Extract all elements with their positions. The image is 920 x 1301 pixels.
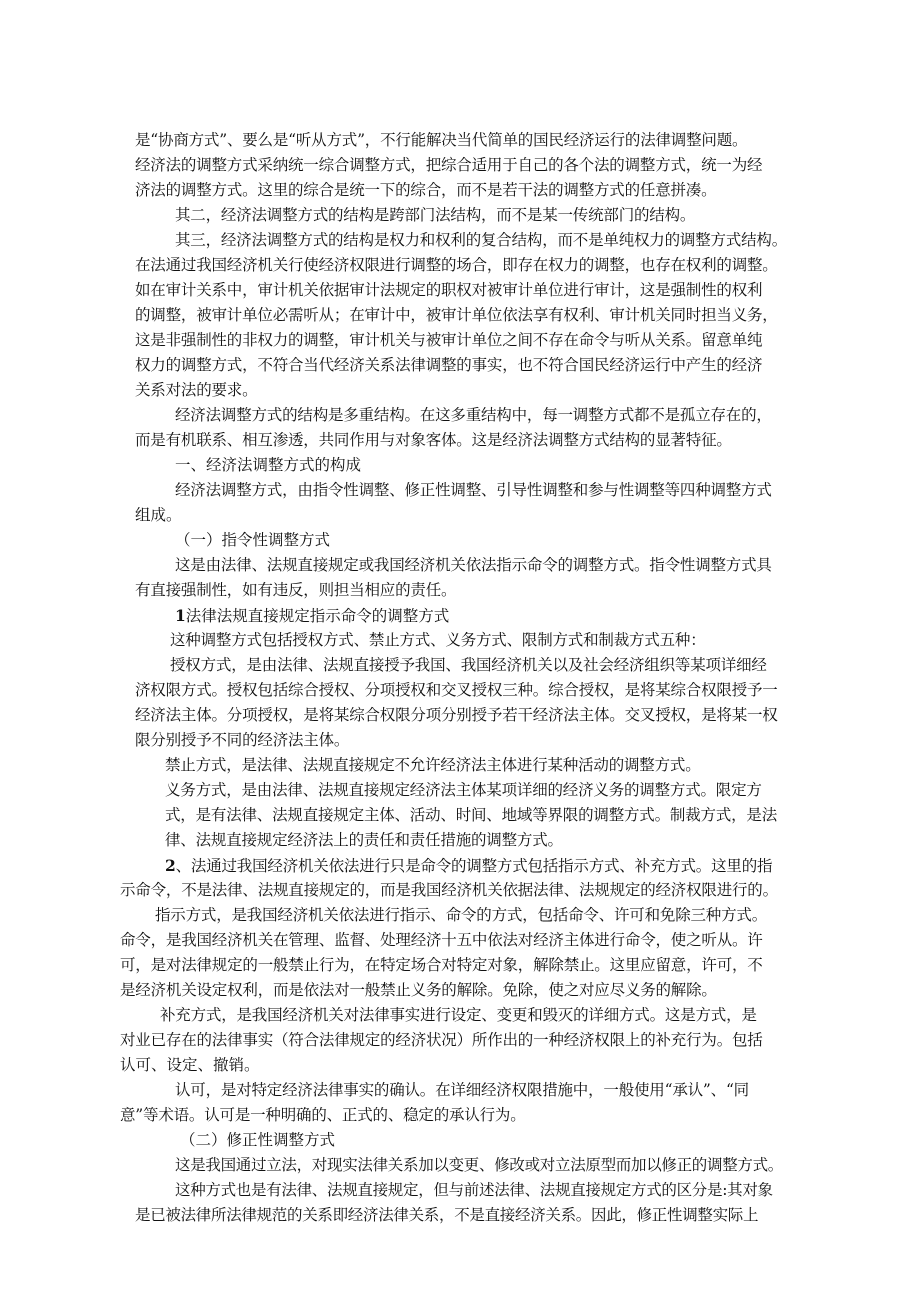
text-line: 禁止方式，是法律、法规直接规定不允许经济法主体进行某种活动的调整方式。	[165, 756, 701, 774]
item-heading	[175, 605, 449, 627]
text-line: 如在审计关系中，审计机关依据审计法规定的职权对被审计单位进行审计，这是强制性的权利	[135, 281, 763, 299]
text-line: 命令，是我国经济机关在管理、监督、处理经济十五中依法对经济主体进行命令，使之听从。许	[120, 931, 763, 949]
text-line: 示命令，不是法律、法规直接规定的，而是我国经济机关依据法律、法规规定的经济权限进行的。	[120, 881, 778, 899]
text-line: 这是由法律、法规直接规定或我国经济机关依法指示命令的调整方式。指令性调整方式具	[175, 556, 772, 574]
text-line: 认可、设定、撤销。	[120, 1056, 260, 1074]
text-line: 指示方式，是我国经济机关依法进行指示、命令的方式，包括命令、许可和免除三种方式。	[155, 906, 768, 924]
text-line: 式，是有法律、法规直接规定主体、活动、时间、地域等界限的调整方式。制裁方式，是法	[165, 806, 778, 824]
item-number: 1	[175, 606, 186, 625]
text-line: 关系对法的要求。	[135, 381, 258, 399]
text-line: 可，是对法律规定的一般禁止行为，在特定场合对特定对象，解除禁止。这里应留意，许可，不	[120, 956, 763, 974]
text-line: 是“协商方式”、要么是“听从方式”，不行能解决当代简单的国民经济运行的法律调整问题。	[135, 131, 748, 149]
subsection-heading: （二）修正性调整方式	[180, 1131, 336, 1149]
text-line: 律、法规直接规定经济法上的责任和责任措施的调整方式。	[165, 831, 563, 849]
text-line: 这种调整方式包括授权方式、禁止方式、义务方式、限制方式和制裁方式五种：	[170, 631, 706, 649]
text-line: 认可，是对特定经济法律事实的确认。在详细经济权限措施中，一般使用“承认”、“同	[175, 1081, 749, 1099]
item-heading-text: 、法通过我国经济机关依法进行只是命令的调整方式包括指示方式、补充方式。这里的指	[175, 857, 773, 875]
text-line: 权力的调整方式，不符合当代经济关系法律调整的事实，也不符合国民经济运行中产生的经济	[135, 356, 763, 374]
subsection-heading: （一）指令性调整方式	[175, 531, 331, 549]
text-line: 限分别授予不同的经济法主体。	[135, 731, 350, 749]
text-line: 这是非强制性的非权力的调整，审计机关与被审计单位之间不存在命令与听从关系。留意单纯	[135, 331, 763, 349]
text-line: 经济法的调整方式采纳统一综合调整方式，把综合适用于自己的各个法的调整方式，统一为经	[135, 156, 763, 174]
text-line: 而是有机联系、相互渗透，共同作用与对象客体。这是经济法调整方式结构的显著特征。	[135, 431, 732, 449]
text-line: 经济法调整方式，由指令性调整、修正性调整、引导性调整和参与性调整等四种调整方式	[175, 481, 772, 499]
text-line: 济法的调整方式。这里的综合是统一下的综合，而不是若干法的调整方式的任意拼凑。	[135, 181, 717, 199]
item-number: 2	[165, 856, 176, 875]
text-line: 有直接强制性，如有违反，则担当相应的责任。	[135, 581, 457, 599]
item-heading-text: 法律法规直接规定指示命令的调整方式	[185, 607, 450, 625]
text-line: 是已被法律所法律规范的关系即经济法律关系，不是直接经济关系。因此，修正性调整实际上	[135, 1206, 759, 1224]
item-heading	[165, 855, 772, 877]
text-line: 义务方式，是由法律、法规直接规定经济法主体某项详细的经济义务的调整方式。限定方	[165, 781, 762, 799]
text-line: 在法通过我国经济机关行使经济权限进行调整的场合，即存在权力的调整，也存在权利的调整。	[135, 256, 778, 274]
text-line: 是经济机关设定权利，而是依法对一般禁止义务的解除。免除，使之对应尽义务的解除。	[120, 981, 717, 999]
text-line: 补充方式，是我国经济机关对法律事实进行设定、变更和毁灭的详细方式。这是方式，是	[160, 1006, 757, 1024]
text-line: 经济法调整方式的结构是多重结构。在这多重结构中，每一调整方式都不是孤立存在的，	[175, 406, 772, 424]
text-line: 其二，经济法调整方式的结构是跨部门法结构，而不是某一传统部门的结构。	[175, 206, 696, 224]
text-line: 其三，经济法调整方式的结构是权力和权利的复合结构，而不是单纯权力的调整方式结构。	[175, 231, 788, 249]
text-line: 济权限方式。授权包括综合授权、分项授权和交叉授权三种。综合授权，是将某综合权限授予一	[135, 681, 778, 699]
section-heading: 一、经济法调整方式的构成	[175, 456, 362, 474]
text-line: 这种方式也是有法律、法规直接规定，但与前述法律、法规直接规定方式的区分是:其对象	[175, 1181, 773, 1199]
text-line: 经济法主体。分项授权，是将某综合权限分项分别授予若干经济法主体。交叉授权，是将某一权	[135, 706, 778, 724]
text-line: 这是我国通过立法，对现实法律关系加以变更、修改或对立法原型而加以修正的调整方式。	[175, 1156, 784, 1174]
text-line: 对业已存在的法律事实（符合法律规定的经济状况）所作出的一种经济权限上的补充行为。包括	[120, 1031, 763, 1049]
text-line: 组成。	[135, 506, 182, 524]
text-line: 意”等术语。认可是一种明确的、正式的、稳定的承认行为。	[120, 1106, 526, 1124]
text-line: 授权方式，是由法律、法规直接授予我国、我国经济机关以及社会经济组织等某项详细经	[170, 656, 767, 674]
text-line: 的调整，被审计单位必需听从；在审计中，被审计单位依法享有权利、审计机关同时担当义务，	[135, 306, 778, 324]
